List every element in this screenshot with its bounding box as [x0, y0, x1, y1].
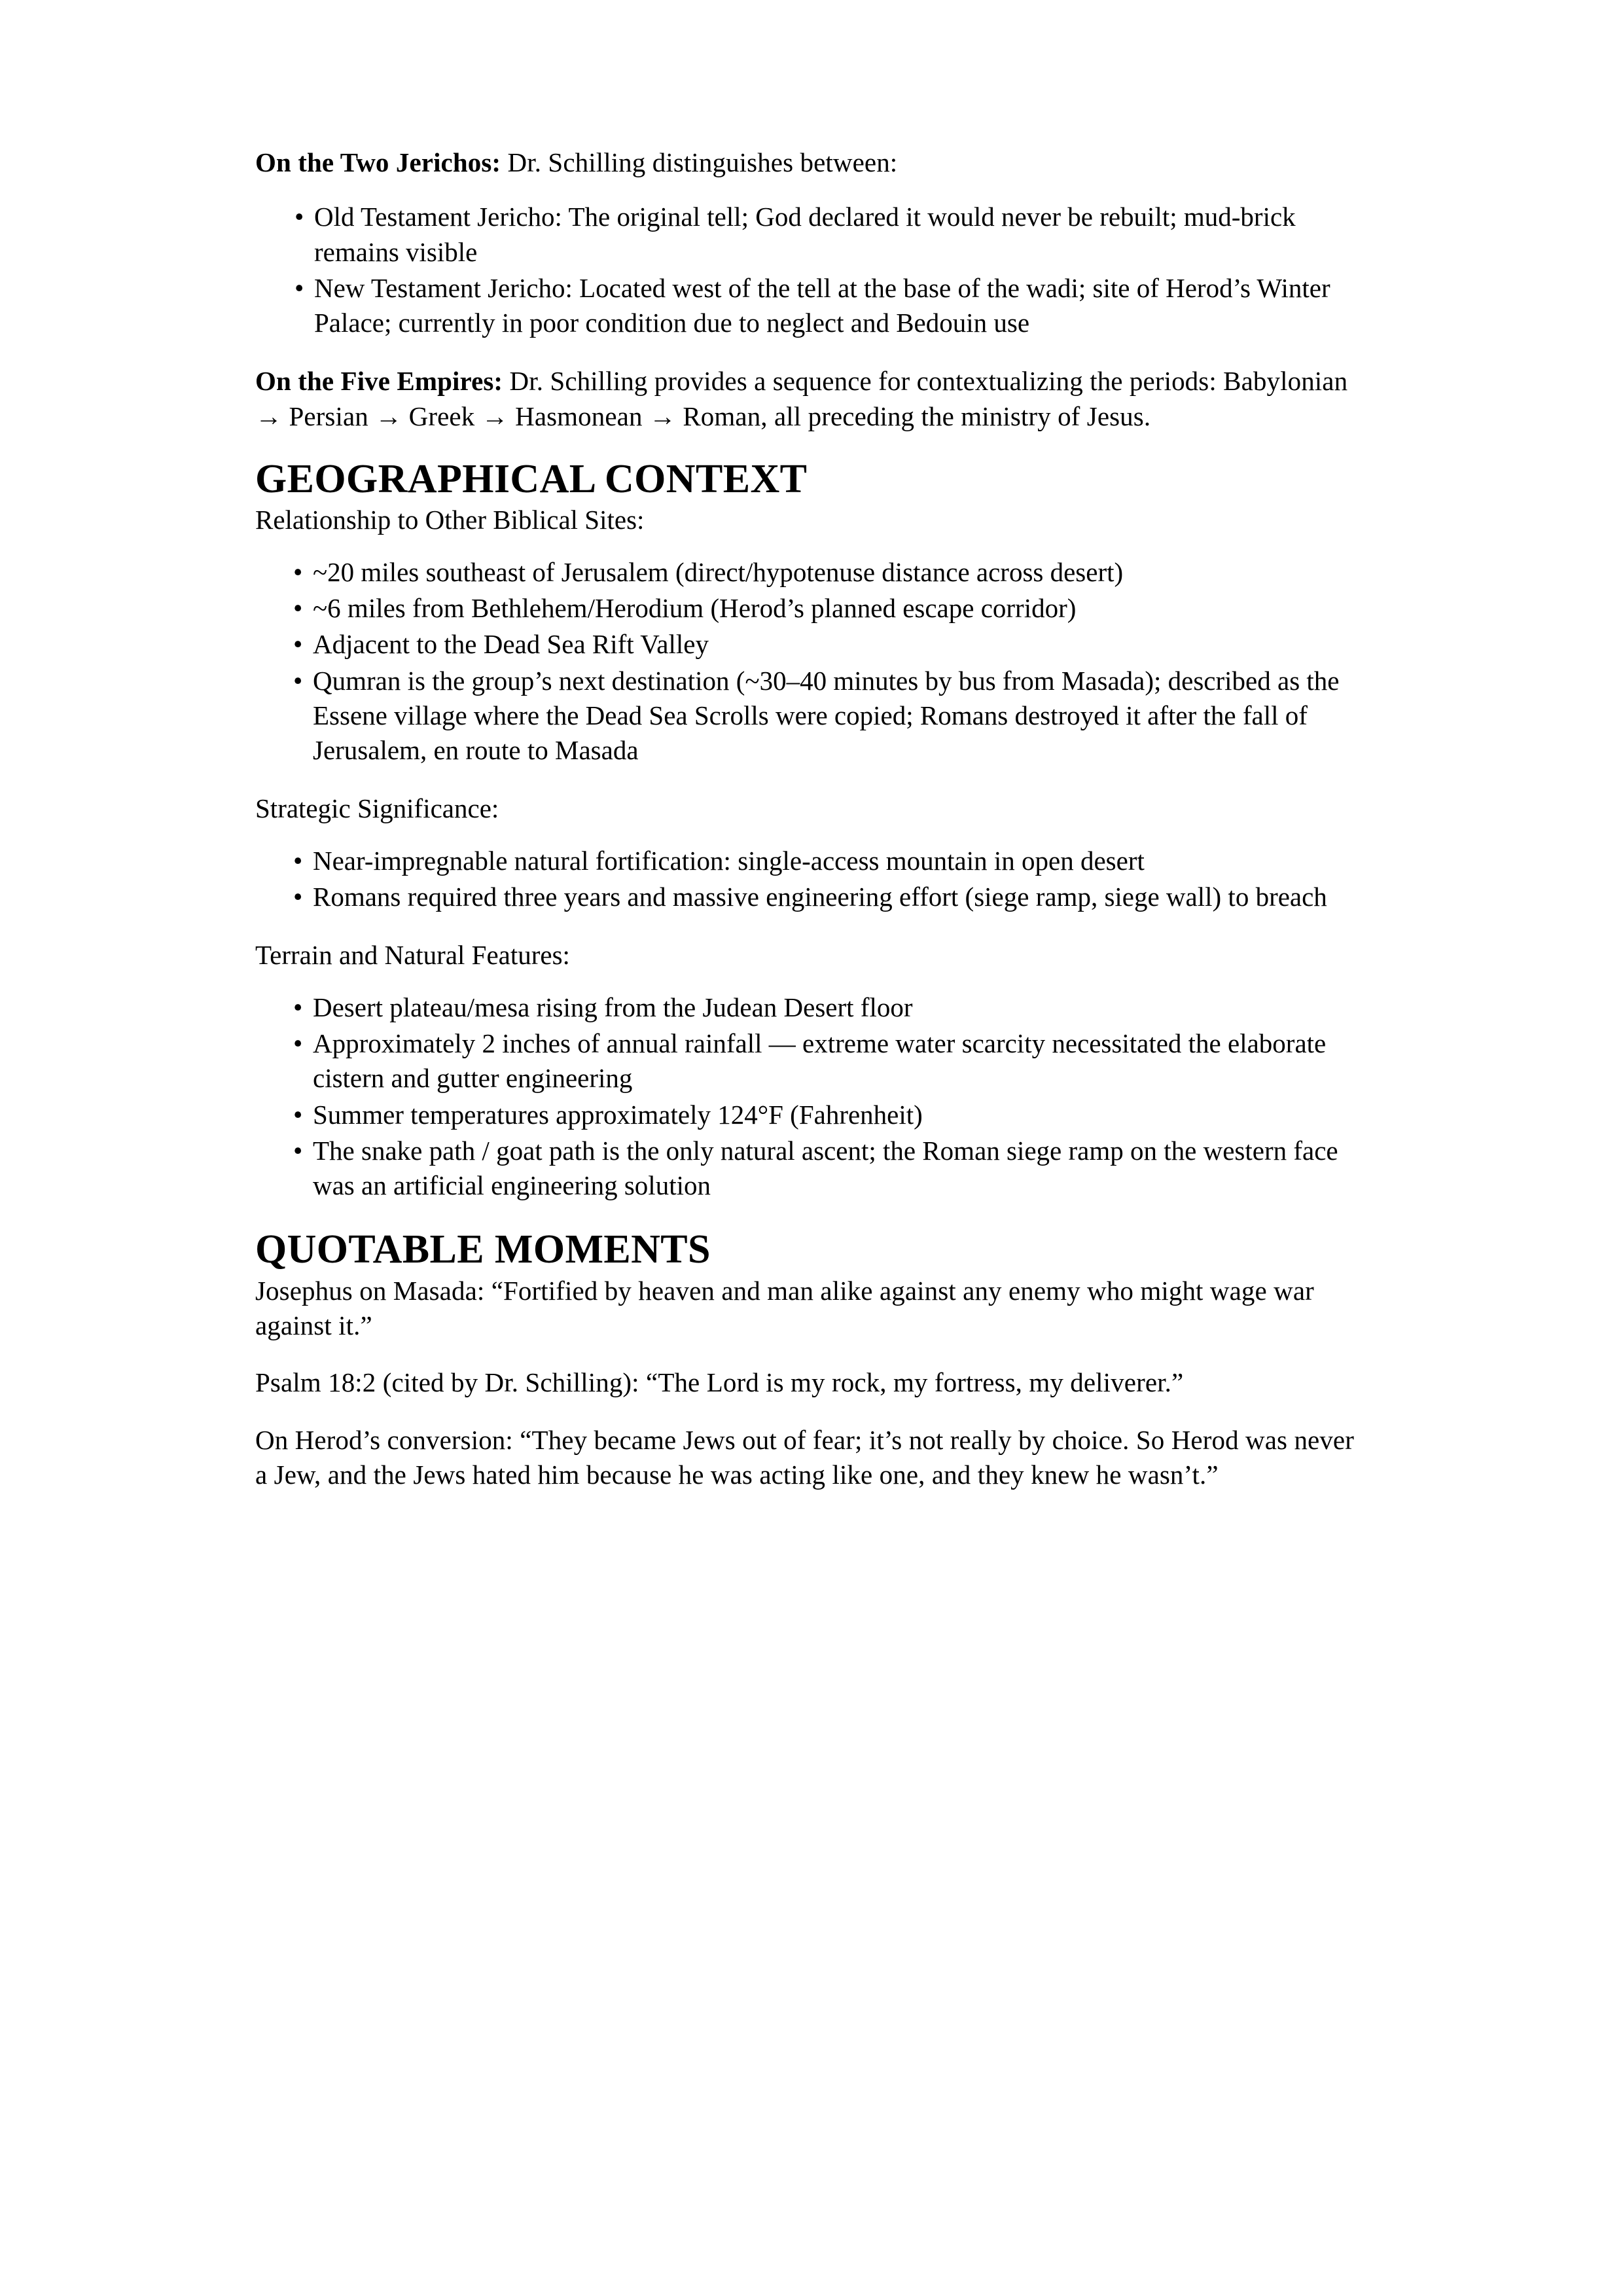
strategic-significance-list: [287, 844, 1373, 915]
list-item: • The snake path / goat path is the only natural ascent; the Roman siege ramp on the western face was an artificial engineering solution: [287, 1134, 1373, 1204]
list-item: • Qumran is the group’s next destination (~30–40 minutes by bus from Masada); described as the Essene village where the Dead Sea Scrolls were copied; Romans destroyed it after the fall of Jerusalem, en route to Masada: [287, 664, 1373, 768]
list-item: • Old Testament Jericho: The original tell; God declared it would never be rebuilt; mud-brick remains visible: [288, 200, 1374, 270]
herod-conversion-quote-paragraph: On Herod’s conversion: “They became Jews out of fear; it’s not really by choice. So Herod was never a Jew, and the Jews hated him because he was acting like one, and they knew he wasn’t.”: [255, 1424, 1354, 1490]
list-item: • Approximately 2 inches of annual rainfall — extreme water scarcity necessitated the elaborate cistern and gutter engineering: [287, 1026, 1373, 1096]
document-content: [255, 145, 1368, 1515]
list-item: • ~20 miles southeast of Jerusalem (direct/hypotenuse distance across desert): [287, 555, 1373, 590]
josephus-quote-paragraph: Josephus on Masada: “Fortified by heaven and man alike against any enemy who might wage war against it.”: [255, 1275, 1314, 1341]
two-jerichos-paragraph: [255, 145, 1368, 180]
five-empires-bold-lead: On the Five Empires:: [255, 366, 503, 397]
quotable-moments-heading: QUOTABLE MOMENTS: [255, 1227, 711, 1272]
terrain-list: [287, 990, 1373, 1204]
list-item: • New Testament Jericho: Located west of the tell at the base of the wadi; site of Herod’s Winter Palace; currently in poor condition due to neglect and Bedouin use: [288, 271, 1374, 341]
two-jerichos-bold-lead: On the Two Jerichos:: [255, 147, 501, 177]
five-empires-text: Dr. Schilling provides a sequence for contextualizing the periods: Babylonian → Persian → Greek → Hasmonean → Roman, all preceding the ministry of Jesus.: [255, 366, 1348, 431]
list-item: • Romans required three years and massive engineering effort (siege ramp, siege wall) to breach: [287, 880, 1373, 914]
two-jerichos-text: Dr. Schilling distinguishes between:: [501, 147, 898, 177]
list-item: • Summer temperatures approximately 124°F (Fahrenheit): [287, 1098, 1373, 1132]
list-item: • Near-impregnable natural fortification: single-access mountain in open desert: [287, 844, 1373, 878]
list-item: • ~6 miles from Bethlehem/Herodium (Herod’s planned escape corridor): [287, 591, 1373, 626]
psalm-quote-paragraph: Psalm 18:2 (cited by Dr. Schilling): “The Lord is my rock, my fortress, my deliverer.”: [255, 1367, 1184, 1398]
strategic-significance-label: Strategic Significance:: [255, 793, 499, 824]
terrain-label: Terrain and Natural Features:: [255, 940, 570, 971]
two-jerichos-list: [288, 200, 1374, 340]
list-item: • Desert plateau/mesa rising from the Judean Desert floor: [287, 990, 1373, 1025]
list-item: • Adjacent to the Dead Sea Rift Valley: [287, 627, 1373, 662]
relationship-label: Relationship to Other Biblical Sites:: [255, 505, 645, 535]
five-empires-paragraph: [255, 364, 1368, 434]
geographical-context-heading: GEOGRAPHICAL CONTEXT: [255, 457, 808, 502]
relationship-list: [287, 555, 1373, 768]
